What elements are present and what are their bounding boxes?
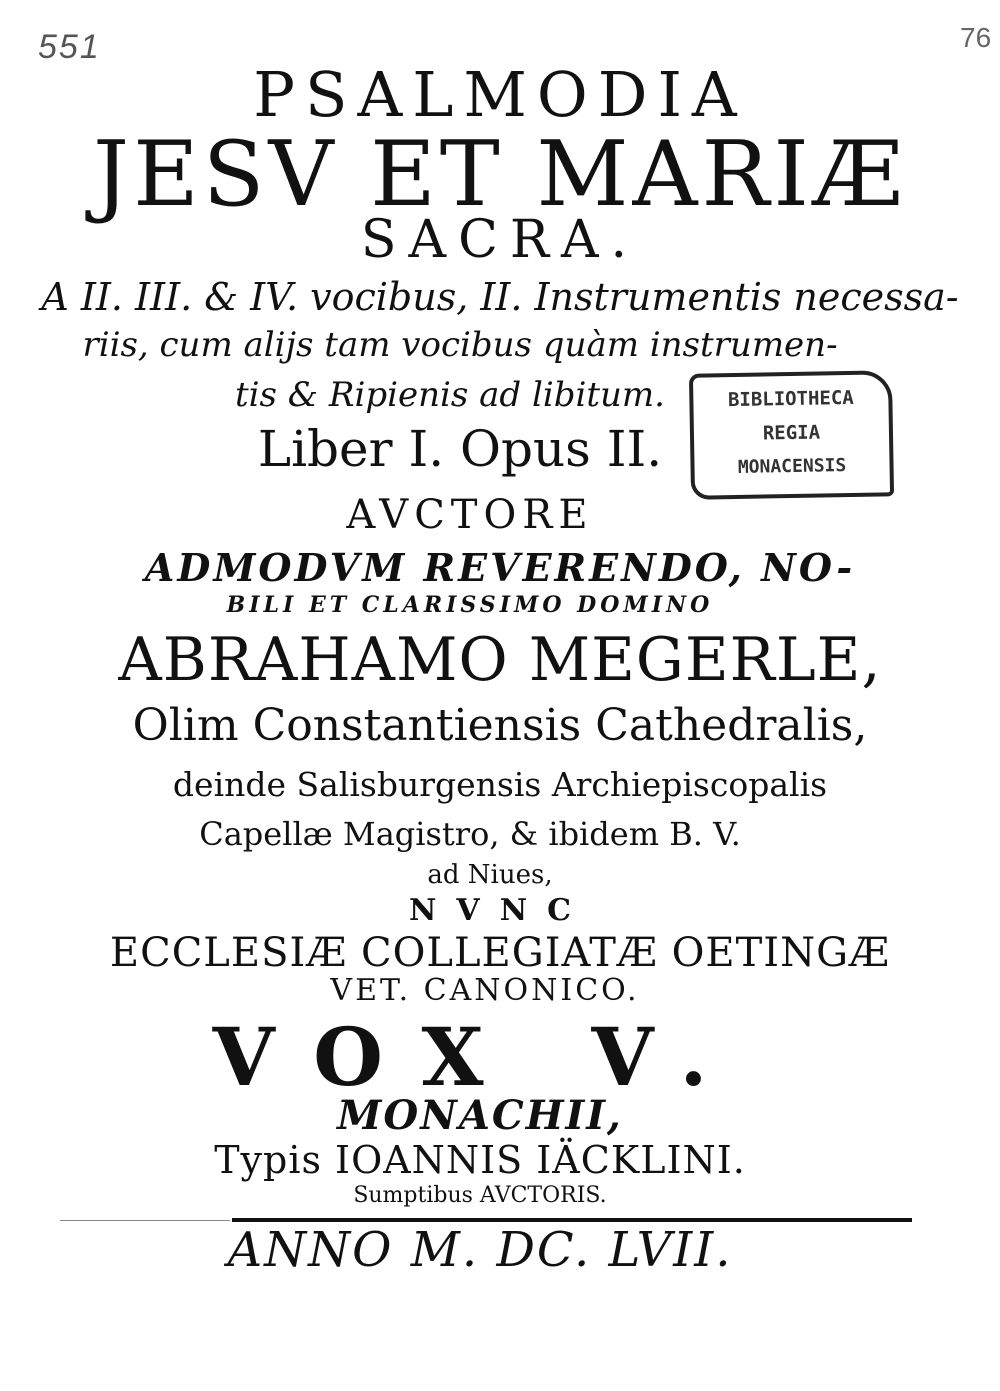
imprint-city: MONACHII, [337, 1092, 623, 1139]
stamp-line-1: BIBLIOTHECA [727, 386, 854, 412]
title-line-1: PSALMODIA [253, 58, 747, 131]
author-honorific-2: BILI ET CLARISSIMO DOMINO [226, 592, 714, 618]
imprint-expense: Sumptibus AVCTORIS. [353, 1183, 607, 1208]
nunc-label: NVNC [409, 893, 591, 928]
author-title-2: deinde Salisburgensis Archiepiscopalis [172, 765, 828, 804]
author-title-1: Olim Constantiensis Cathedralis, [132, 700, 868, 751]
auctore-label: AVCTORE [346, 492, 594, 538]
author-title-4: ad Niues, [427, 860, 553, 890]
corner-annotation: 76 [960, 22, 992, 53]
voice-part: VOX V. [212, 1010, 748, 1104]
imprint-year: ANNO M. DC. LVII. [227, 1222, 733, 1278]
author-name: ABRAHAMO MEGERLE, [118, 625, 882, 695]
author-honorific-1: ADMODVM REVERENDO, NO- [144, 545, 856, 590]
description-line-3: tis & Ripienis ad libitum. [235, 375, 665, 415]
stamp-line-3: MONACENSIS [737, 455, 847, 478]
canon-line: VET. CANONICO. [330, 973, 640, 1008]
imprint-printer: Typis IOANNIS IÄCKLINI. [214, 1138, 746, 1182]
title-line-3: SACRA. [360, 210, 640, 270]
liber-opus: Liber I. Opus II. [257, 420, 663, 478]
library-stamp [689, 370, 894, 500]
shelfmark-annotation: 551 [38, 28, 101, 66]
church-line: ECCLESIÆ COLLEGIATÆ OETINGÆ [109, 930, 891, 976]
title-line-2: JESV ET MARIÆ [93, 122, 907, 227]
description-line-2: riis, cum alijs tam vocibus quàm instrumen- [82, 325, 838, 365]
rule-faint [60, 1220, 230, 1221]
description-line-1: A II. III. & IV. vocibus, II. Instrumentis necessa- [41, 275, 959, 319]
stamp-line-2: REGIA [762, 421, 821, 445]
author-title-3: Capellæ Magistro, & ibidem B. V. [199, 815, 741, 853]
